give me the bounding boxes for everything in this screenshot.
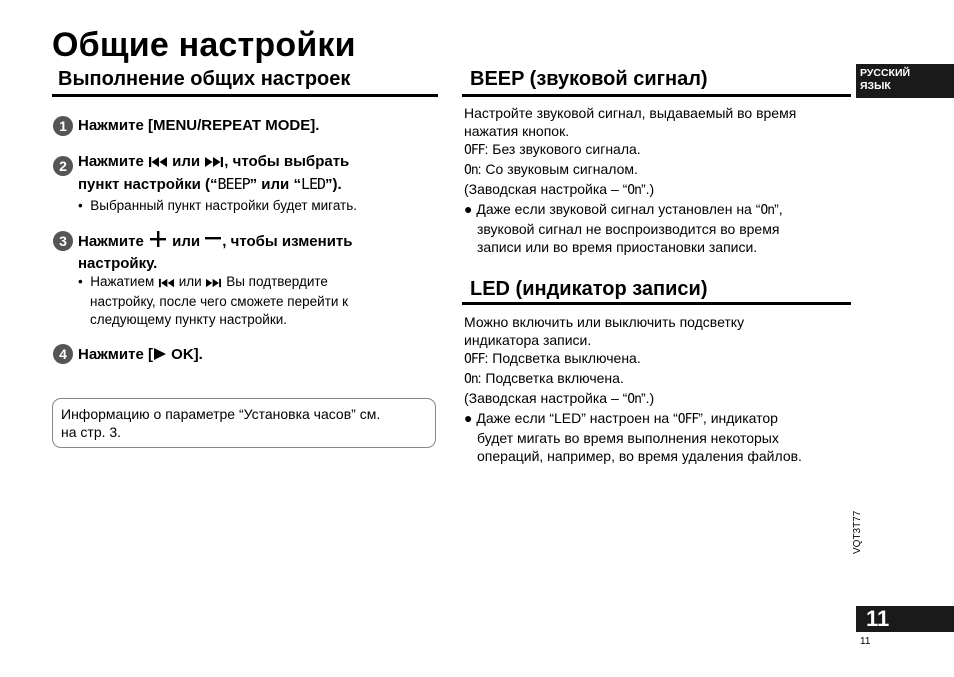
document-code: VQT3T77 bbox=[852, 510, 863, 554]
step-2-post: , чтобы выбрать bbox=[224, 153, 350, 170]
led-off-option bbox=[464, 349, 850, 369]
led-desc-line1: Можно включить или выключить подсветку bbox=[464, 314, 745, 330]
beep-heading: BEEP (звуковой сигнал) bbox=[470, 68, 708, 90]
step-4-post: OK]. bbox=[166, 346, 203, 363]
step-3-bullet: • Нажатием или Вы подтвердите настройку, после чего сможете перейти к следующему пункту настройки. bbox=[78, 273, 438, 329]
step-2-line2-pre: пункт настройки (“ bbox=[78, 176, 218, 193]
page-number-tab: 11 bbox=[856, 606, 954, 632]
step-1-number: 1 bbox=[53, 116, 73, 136]
step-2-text bbox=[78, 152, 438, 195]
step-3-pre: Нажмите bbox=[78, 233, 148, 250]
led-note: ● Даже если “LED” настроен на “OFF”, индикатор bbox=[464, 410, 778, 427]
led-note-line3: операций, например, во время удаления файлов. bbox=[477, 448, 802, 464]
led-off-text: : Подсветка выключена. bbox=[484, 350, 641, 366]
note-line2: на стр. 3. bbox=[61, 424, 122, 440]
step-2-pre: Нажмите bbox=[78, 153, 148, 170]
clock-setting-note bbox=[52, 398, 436, 448]
step-4-number: 4 bbox=[53, 344, 73, 364]
beep-off-code: OFF bbox=[464, 143, 485, 158]
step-4-pre: Нажмите [ bbox=[78, 346, 153, 363]
step-4-text bbox=[78, 345, 203, 367]
led-on-code: On bbox=[464, 372, 478, 387]
led-on-text: : Подсветка включена. bbox=[477, 370, 624, 386]
step-3-number: 3 bbox=[53, 231, 73, 251]
page-number-small: 11 bbox=[860, 636, 871, 647]
led-display-text: LED bbox=[300, 175, 326, 193]
page-title: Общие настройки bbox=[52, 26, 356, 64]
step-3-bullet-mid: или bbox=[175, 274, 206, 289]
step-3-post: , чтобы изменить bbox=[222, 233, 353, 250]
step-2-mid: или bbox=[167, 153, 205, 170]
beep-on-option bbox=[464, 160, 850, 180]
skip-back-small-icon bbox=[158, 275, 175, 293]
step-3-bullet-post: Вы подтвердите bbox=[222, 274, 328, 289]
step-2-line2-mid: ” или “ bbox=[249, 176, 301, 193]
led-off-code: OFF bbox=[464, 352, 485, 367]
step-3-bullet-line2: настройку, после чего сможете перейти к bbox=[90, 294, 349, 309]
step-2-bullet-text: Выбранный пункт настройки будет мигать. bbox=[90, 198, 357, 213]
led-note-line2: будет мигать во время выполнения некоторых bbox=[477, 430, 779, 446]
beep-note-line2: звуковой сигнал не воспроизводится во время bbox=[477, 221, 780, 237]
step-2-bullet: • Выбранный пункт настройки будет мигать. bbox=[78, 198, 357, 213]
language-tab-line1: РУССКИЙ bbox=[860, 67, 911, 79]
beep-display-text: BEEP bbox=[217, 175, 250, 193]
left-heading-rule bbox=[52, 94, 438, 97]
led-heading: LED (индикатор записи) bbox=[470, 278, 708, 300]
language-tab bbox=[856, 64, 954, 98]
step-1-text: Нажмите [MENU/REPEAT MODE]. bbox=[78, 117, 320, 134]
skip-forward-icon bbox=[204, 154, 224, 174]
beep-on-text: : Со звуковым сигналом. bbox=[477, 161, 638, 177]
beep-on-code: On bbox=[464, 163, 478, 178]
step-2-line2-post: ”). bbox=[325, 176, 342, 193]
minus-icon bbox=[204, 230, 222, 254]
beep-desc-line1: Настройте звуковой сигнал, выдаваемый во время bbox=[464, 105, 797, 121]
step-3-text bbox=[78, 230, 438, 274]
skip-forward-small-icon bbox=[205, 275, 222, 293]
step-2-number: 2 bbox=[53, 156, 73, 176]
step-3-line2: настройку. bbox=[78, 255, 158, 272]
step-3-bullet-line3: следующему пункту настройки. bbox=[90, 312, 288, 327]
led-desc-line2: индикатора записи. bbox=[464, 332, 592, 348]
note-line1: Информацию о параметре “Установка часов” см. bbox=[61, 406, 381, 422]
step-3-bullet-pre: Нажатием bbox=[90, 274, 158, 289]
led-default: (Заводская настройка – “On”.) bbox=[464, 390, 655, 407]
beep-note: ● Даже если звуковой сигнал установлен на “On”, bbox=[464, 201, 783, 218]
skip-back-icon bbox=[148, 154, 168, 174]
language-tab-line2: ЯЗЫК bbox=[860, 80, 891, 92]
beep-desc-line2: нажатия кнопок. bbox=[464, 123, 570, 139]
led-heading-rule bbox=[462, 302, 851, 305]
led-section bbox=[464, 313, 850, 465]
beep-note-line3: записи или во время приостановки записи. bbox=[477, 239, 758, 255]
beep-section bbox=[464, 104, 850, 256]
beep-off-text: : Без звукового сигнала. bbox=[484, 141, 641, 157]
plus-icon bbox=[148, 230, 168, 254]
led-on-option bbox=[464, 369, 850, 389]
step-3-mid: или bbox=[167, 233, 205, 250]
beep-heading-rule bbox=[462, 94, 851, 97]
general-settings-heading: Выполнение общих настроек bbox=[58, 68, 351, 90]
beep-default: (Заводская настройка – “On”.) bbox=[464, 181, 655, 198]
beep-off-option bbox=[464, 140, 850, 160]
play-icon bbox=[153, 347, 167, 367]
